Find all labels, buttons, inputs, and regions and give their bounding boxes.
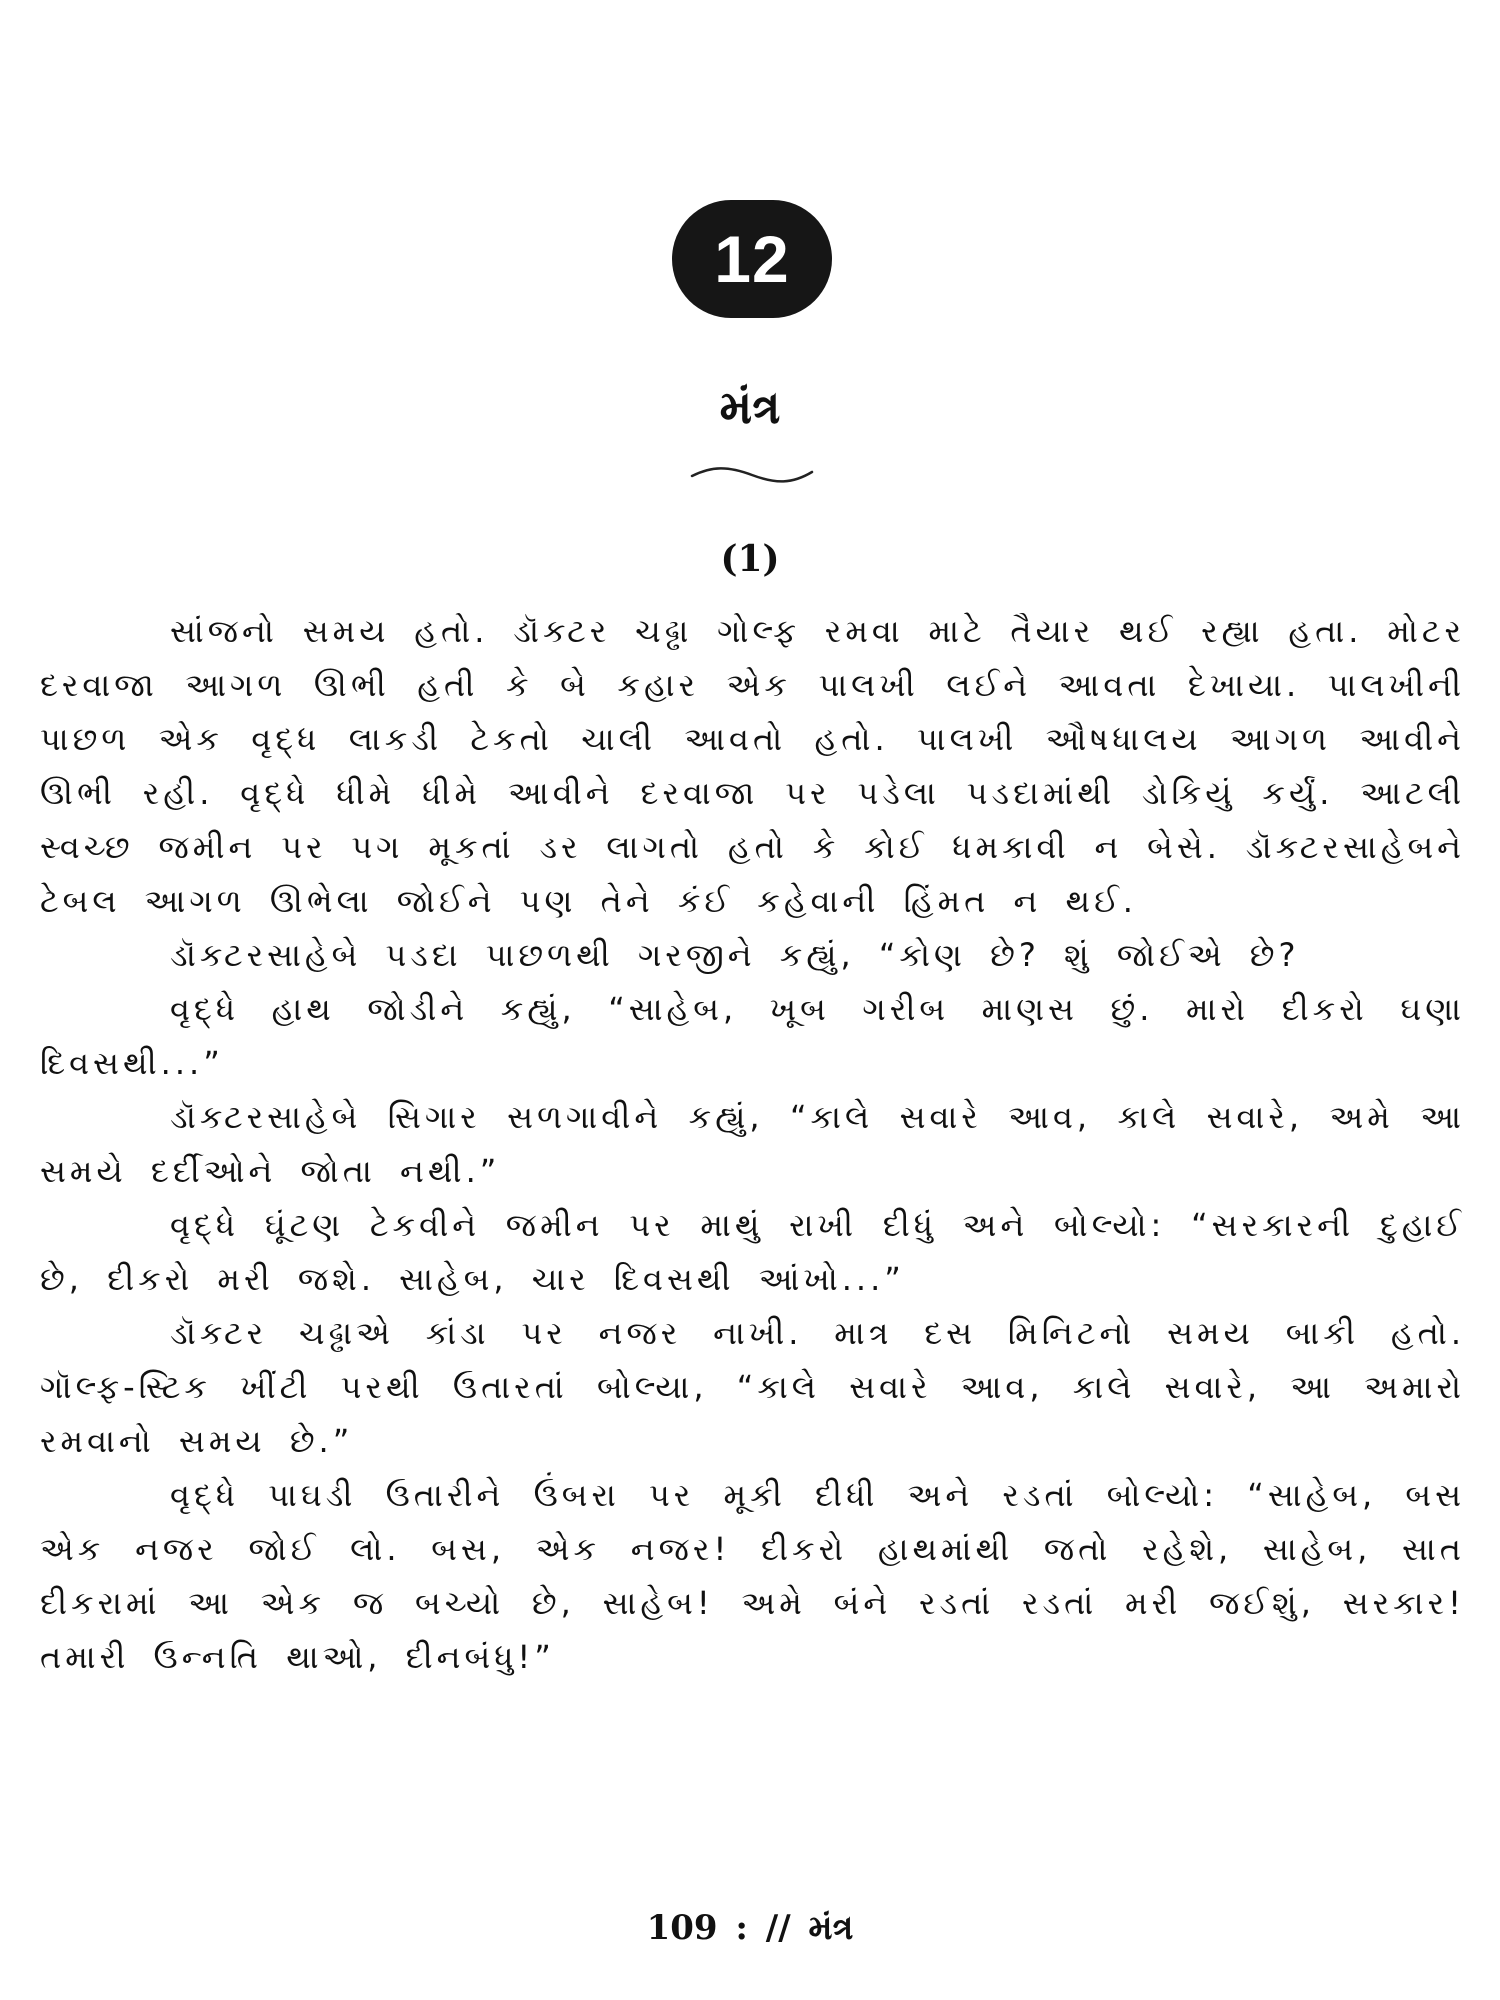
page-number: 109 [646,1908,718,1948]
chapter-title: મંત્ર [719,380,781,434]
paragraph: ડૉક્ટર ચઢ્ઢાએ કાંડા પર નજર નાખી. માત્ર દસ મિનિટનો સમય બાકી હતો. ગૉલ્ફ-સ્ટિક ખીંટી પરથી ઉતારતાં બોલ્યા, “કાલે સવારે આવ, કાલે સવારે, આ અમારો રમવાનો સમય છે.” [40,1314,1465,1460]
section-number: (1) [720,538,780,580]
paragraph: વૃદ્ધે ઘૂંટણ ટેકવીને જમીન પર માથું રાખી દીધું અને બોલ્યો: “સરકારની દુહાઈ છે, દીકરો મરી જશે. સાહેબ, ચાર દિવસથી આંખો...” [40,1206,1465,1298]
paragraph: સાંજનો સમય હતો. ડૉક્ટર ચઢ્ઢા ગોલ્ફ રમવા માટે તૈયાર થઈ રહ્યા હતા. મોટર દરવાજા આગળ ઊભી હતી કે બે કહાર એક પાલખી લઈને આવતા દેખાયા. પાલખીની પાછળ એક વૃદ્ધ લાકડી ટેકતો ચાલી આવતો હતો. પાલખી ઔષધાલય આગળ આવીને ઊભી રહી. વૃદ્ધે ધીમે ધીમે આવીને દરવાજા પર પડેલા પડદામાંથી ડોકિયું કર્યું. આટલી સ્વચ્છ જમીન પર પગ મૂકતાં ડર લાગતો હતો કે કોઈ ધમકાવી ન બેસે. ડૉક્ટરસાહેબને ટેબલ આગળ ઊભેલા જોઈને પણ તેને કંઈ કહેવાની હિંમત ન થઈ. [40,612,1465,920]
title-ornament [690,462,814,486]
chapter-number-badge [672,200,832,318]
paragraph: વૃદ્ધે પાઘડી ઉતારીને ઉંબરા પર મૂકી દીધી અને રડતાં બોલ્યો: “સાહેબ, બસ એક નજર જોઈ લો. બસ, એક નજર! દીકરો હાથમાંથી જતો રહેશે, સાહેબ, સાત દીકરામાં આ એક જ બચ્યો છે, સાહેબ! અમે બંને રડતાં રડતાં મરી જઈશું, સરકાર! તમારી ઉન્નતિ થાઓ, દીનબંધુ!” [40,1476,1465,1676]
body-text [40,604,1465,1684]
footer-title: મંત્ર [808,1908,854,1948]
chapter-number: 12 [714,222,790,296]
paragraph: ડૉક્ટરસાહેબે સિગાર સળગાવીને કહ્યું, “કાલે સવારે આવ, કાલે સવારે, અમે આ સમયે દર્દીઓને જોતા નથી.” [40,1098,1465,1190]
paragraph: વૃદ્ધે હાથ જોડીને કહ્યું, “સાહેબ, ખૂબ ગરીબ માણસ છું. મારો દીકરો ઘણા દિવસથી...” [40,990,1465,1082]
footer-separator: : // [735,1908,791,1948]
paragraph: ડૉક્ટરસાહેબે પડદા પાછળથી ગરજીને કહ્યું, “કોણ છે? શું જોઈએ છે? [170,936,1300,974]
page-footer [0,1908,1500,1948]
